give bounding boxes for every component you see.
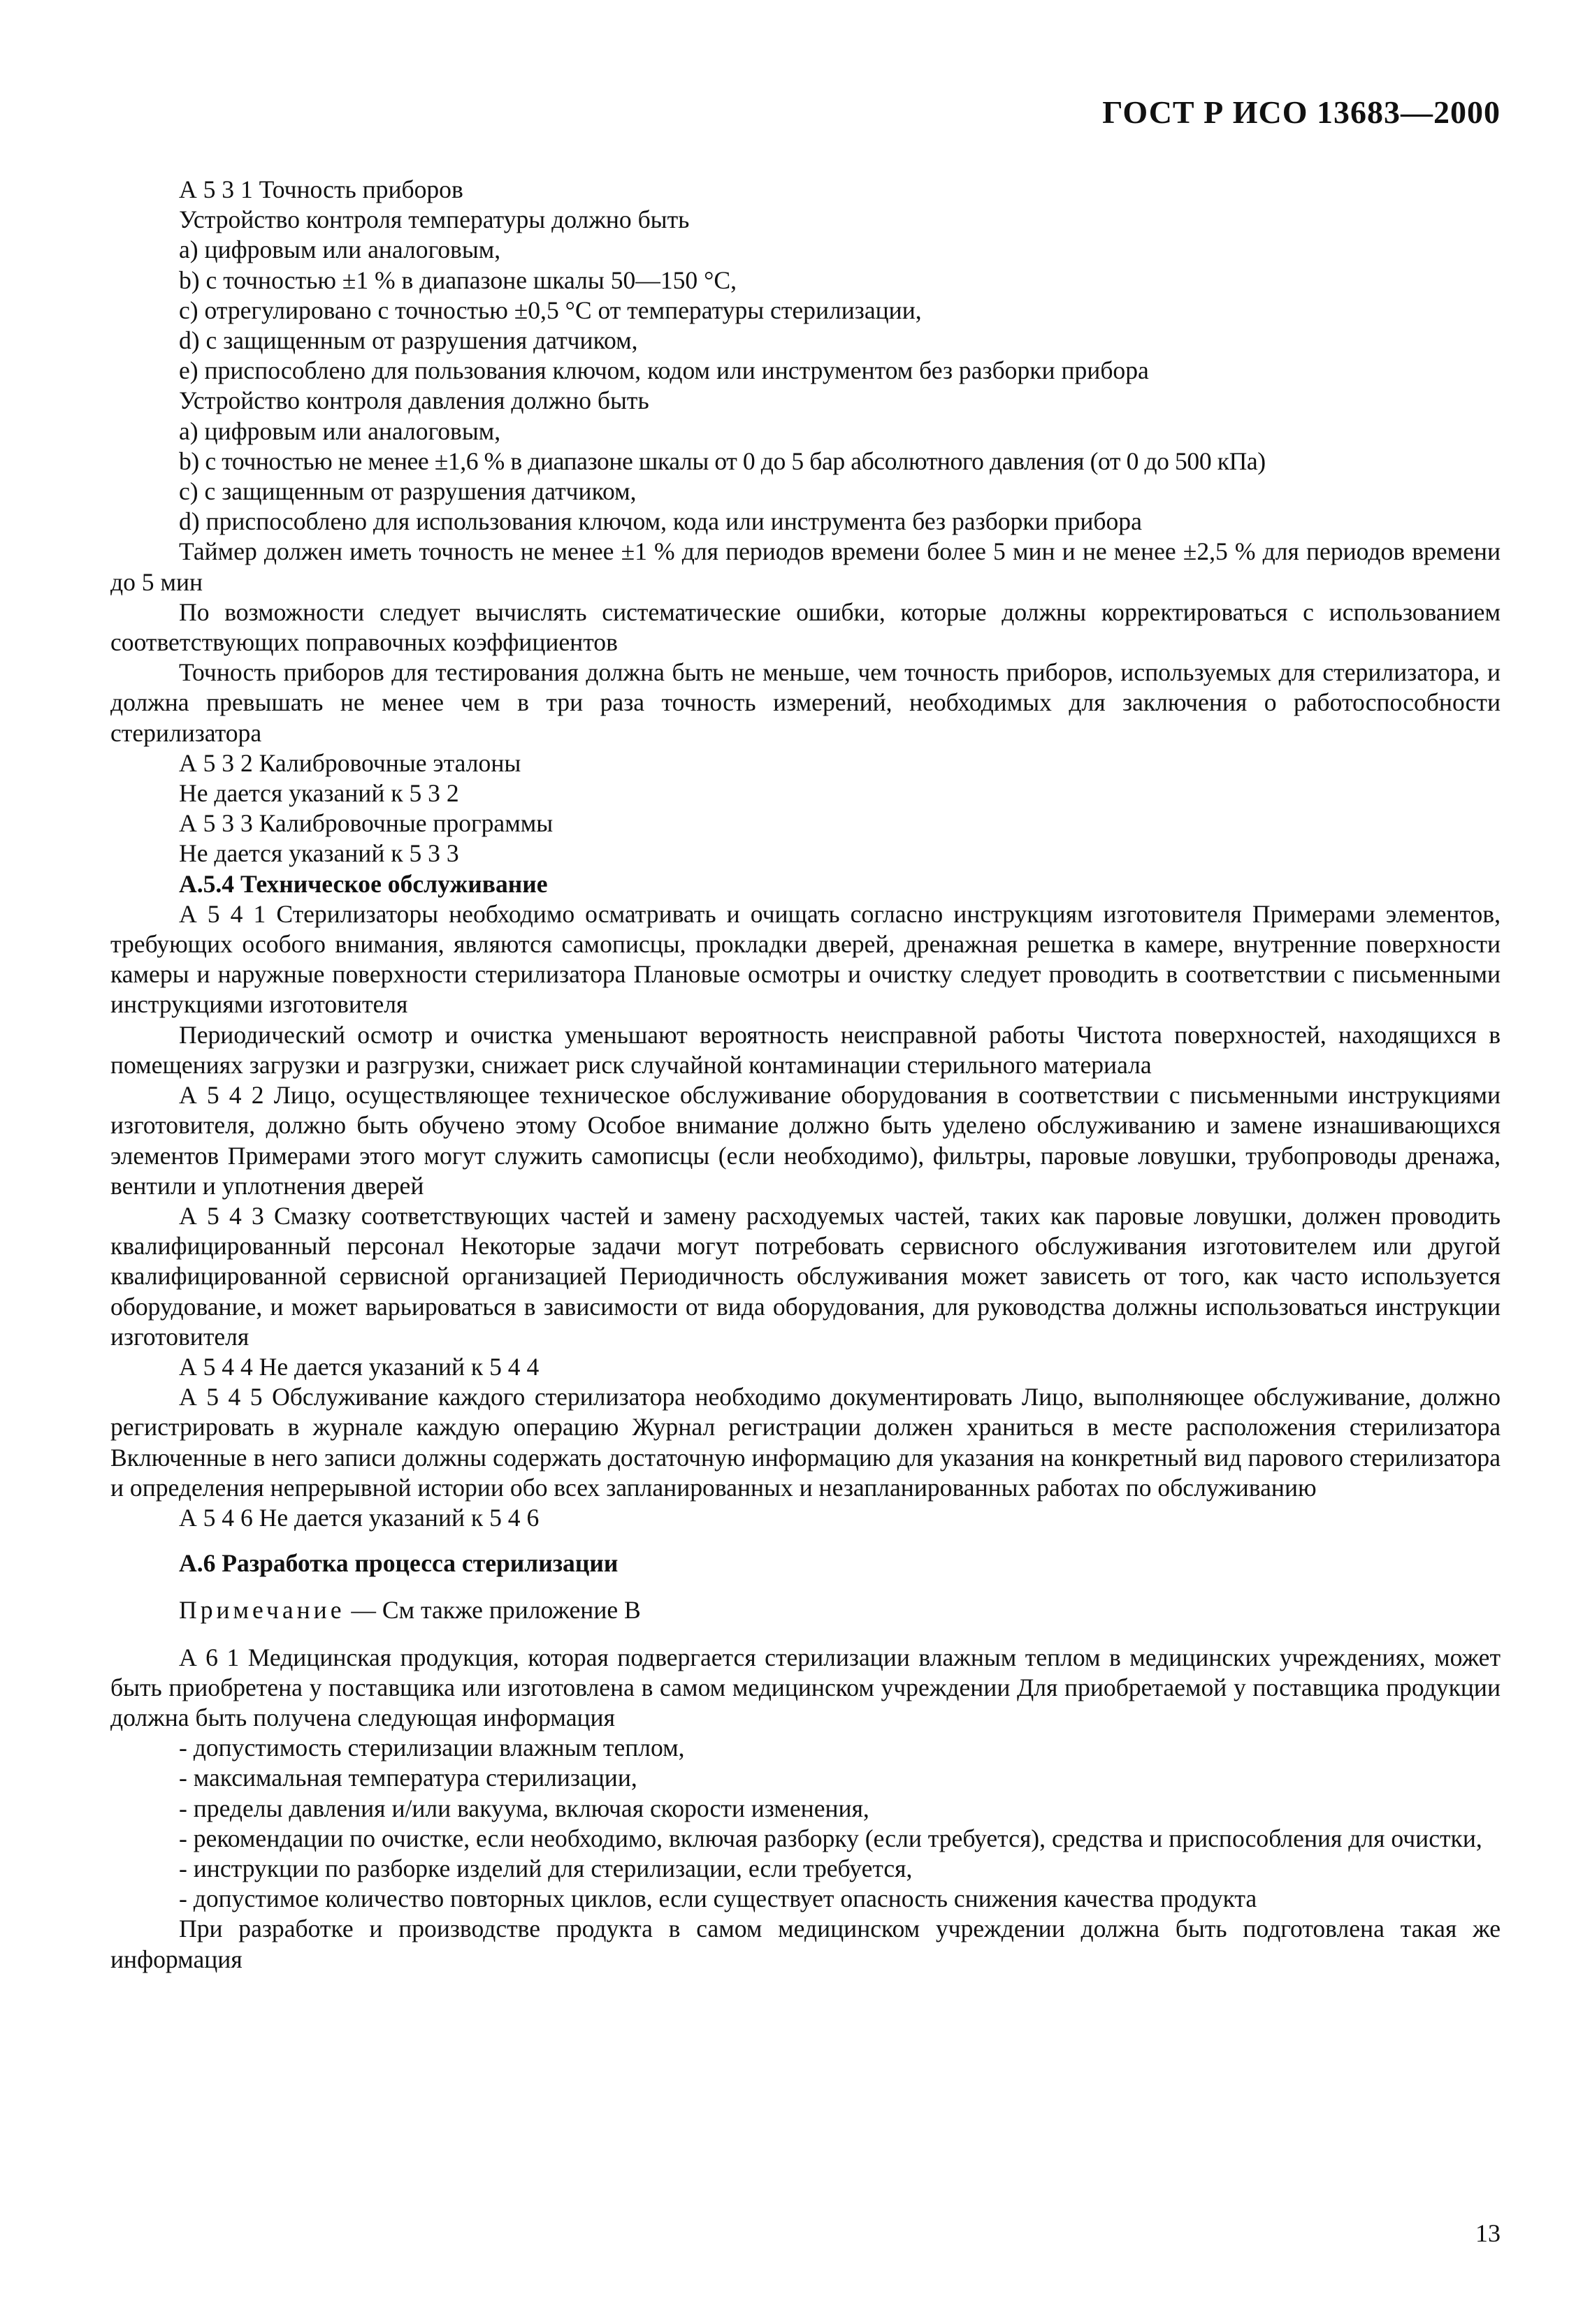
temp-control-intro: Устройство контроля температуры должно быть [179,205,690,234]
bullet-item: - допустимое количество повторных циклов, если существует опасность снижения качества продукта [179,1884,1257,1913]
note-label: Примечание [179,1596,345,1625]
paragraph: А 5 4 1 Стерилизаторы необходимо осматривать и очищать согласно инструкциям изготовителя Примерами элементов, требующих особого внимания, являются самописцы, прокладки дверей, дренажная решетка в камере, внутренние поверхности камеры и наружные поверхности стерилизатора Плановые осмотры и очистку следует проводить в соответствии с письменными инструкциями изготовителя [110,899,1501,1019]
list-item: c) отрегулировано с точностью ±0,5 °С от температуры стерилизации, [179,296,922,324]
section-heading-a54: А.5.4 Техническое обслуживание [179,869,548,898]
document-header: ГОСТ Р ИСО 13683—2000 [1102,94,1501,130]
list-item: a) цифровым или аналоговым, [179,235,501,264]
bullet-item: - рекомендации по очистке, если необходимо, включая разборку (если требуется), средства и приспособления для очистки, [179,1824,1482,1852]
paragraph: Точность приборов для тестирования должна быть не меньше, чем точность приборов, используемых для стерилизатора, и должна превышать не менее чем в три раза точность измерений, необходимых для заключения о работоспособности стерилизатора [110,658,1501,747]
paragraph: А 5 4 5 Обслуживание каждого стерилизатора необходимо документировать Лицо, выполняющее обслуживание, должно регистрировать в журнале каждую операцию Журнал регистрации должен храниться в месте расположения стерилизатора Включенные в него записи должны содержать достаточную информацию для указания на конкретный вид парового стерилизатора и определения непрерывной истории обо всех запланированных и незапланированных работах по обслуживанию [110,1383,1501,1502]
list-item: a) цифровым или аналоговым, [179,416,501,445]
paragraph: Таймер должен иметь точность не менее ±1 % для периодов времени более 5 мин и не менее ±2,5 % для периодов времени до 5 мин [110,537,1501,596]
clause-a532-title: А 5 3 2 Калибровочные эталоны [179,748,521,777]
paragraph: А 5 4 4 Не дается указаний к 5 4 4 [179,1352,540,1381]
bullet-item: - максимальная температура стерилизации, [179,1764,637,1792]
paragraph: А 5 4 3 Смазку соответствующих частей и замену расходуемых частей, таких как паровые ловушки, должен проводить квалифицированный персонал Некоторые задачи могут потребовать сервисного обслуживания изготовителем или другой квалифицированной сервисной организацией Периодичность обслуживания может зависеть от того, как часто используется оборудование, и может варьироваться в зависимости от вида оборудования, для руководства должны использоваться инструкции изготовителя [110,1201,1501,1351]
paragraph: При разработке и производстве продукта в самом медицинском учреждении должна быть подготовлена такая же информация [110,1915,1501,1973]
section-heading-a6: А.6 Разработка процесса стерилизации [179,1549,619,1578]
clause-a533-title: А 5 3 3 Калибровочные программы [179,809,554,838]
paragraph: А 5 4 2 Лицо, осуществляющее техническое обслуживание оборудования в соответствии с письменными инструкциями изготовителя, должно быть обучено этому Особое внимание должно быть уделено обслуживанию и замене изнашивающихся элементов Примерами этого могут служить самописцы (если необходимо), фильтры, паровые ловушки, трубопроводы дренажа, вентили и уплотнения дверей [110,1081,1501,1200]
paragraph: По возможности следует вычислять систематические ошибки, которые должны корректироваться с использованием соответствующих поправочных коэффициентов [110,597,1501,657]
bullet-item: - инструкции по разборке изделий для стерилизации, если требуется, [179,1854,913,1882]
paragraph: Не дается указаний к 5 3 3 [179,839,459,868]
page-number: 13 [1475,2219,1501,2247]
list-item: c) с защищенным от разрушения датчиком, [179,477,637,506]
paragraph: А 6 1 Медицинская продукция, которая подвергается стерилизации влажным теплом в медицинских учреждениях, может быть приобретена у поставщика или изготовлена в самом медицинском учреждении Для приобретаемой у поставщика продукции должна быть получена следующая информация [110,1643,1501,1731]
note-text: — См также приложение В [345,1596,641,1625]
list-item: b) с точностью не менее ±1,6 % в диапазоне шкалы от 0 до 5 бар абсолютного давления (от 0 до 500 кПа) [179,446,1266,475]
bullet-item: - пределы давления и/или вакуума, включая скорости изменения, [179,1794,869,1822]
note [110,1595,1501,1625]
bullet-item: - допустимость стерилизации влажным теплом, [179,1734,685,1762]
paragraph: Периодический осмотр и очистка уменьшают вероятность неисправной работы Чистота поверхностей, находящихся в помещениях загрузки и разгрузки, снижает риск случайной контаминации стерильного материала [110,1020,1501,1079]
paragraph: А 5 4 6 Не дается указаний к 5 4 6 [179,1503,540,1532]
list-item: b) с точностью ±1 % в диапазоне шкалы 50—150 °С, [179,266,737,294]
list-item: d) с защищенным от разрушения датчиком, [179,326,638,355]
document-body [110,175,1501,1975]
clause-a531-title: А 5 3 1 Точность приборов [179,175,463,203]
paragraph: Не дается указаний к 5 3 2 [179,779,459,808]
list-item: d) приспособлено для использования ключом, кода или инструмента без разборки прибора [179,507,1142,536]
list-item: e) приспособлено для пользования ключом, кодом или инструментом без разборки прибора [179,356,1149,385]
pressure-control-intro: Устройство контроля давления должно быть [179,386,649,415]
